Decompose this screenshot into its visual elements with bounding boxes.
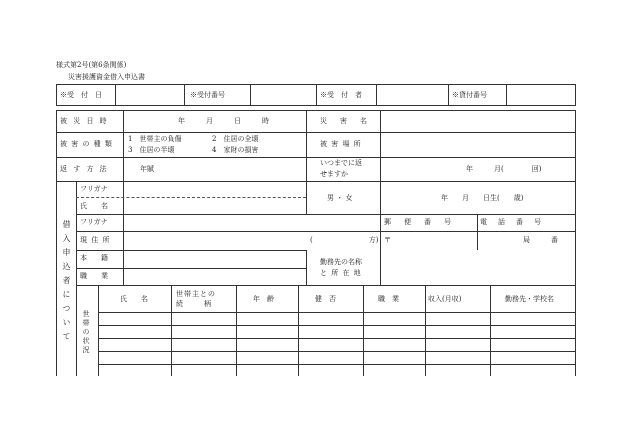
repayment-method-value[interactable]: 年賦 <box>140 165 154 173</box>
form-number: 様式第2号(第6条関係) <box>56 61 127 69</box>
domicile-label: 本 籍 <box>80 254 108 262</box>
phone-number-field[interactable]: 局 番 <box>523 236 558 244</box>
household-col-name: 氏 名 <box>120 295 148 303</box>
occupation-label: 職 業 <box>80 272 108 280</box>
furigana2-field[interactable] <box>124 215 379 230</box>
damage-option-3[interactable]: 3 住居の半壊 <box>128 146 175 154</box>
occupation-field[interactable] <box>124 269 305 284</box>
damage-option-4[interactable]: 4 家財の損害 <box>212 146 259 154</box>
postal-code-field[interactable]: 〒 <box>384 236 391 244</box>
furigana-field[interactable] <box>124 182 305 196</box>
name-label: 氏 名 <box>80 202 108 210</box>
receiver-field[interactable] <box>377 85 447 105</box>
birthdate-field[interactable]: 年 月 日生( 歳) <box>441 194 524 202</box>
household-col-relation-2: 続 柄 <box>176 300 211 308</box>
receipt-number-label: ※受付番号 <box>190 91 225 99</box>
postal-code-label: 郵 便 番 号 <box>384 218 454 226</box>
gender-select[interactable]: 男 ・ 女 <box>327 194 353 202</box>
applicant-side-label: 借入申込者について <box>62 220 71 346</box>
name-field[interactable] <box>124 198 305 213</box>
workplace-label-2: と 所 在 地 <box>320 269 362 277</box>
receipt-date-label: ※受 付 日 <box>60 91 102 99</box>
address-field[interactable]: ( 方) <box>310 236 379 244</box>
household-col-occupation: 職 業 <box>378 295 399 303</box>
household-col-age: 年 齢 <box>253 295 274 303</box>
damage-type-label: 被 害 の 種 類 <box>60 140 113 148</box>
household-col-income: 収入(月収) <box>428 295 462 303</box>
furigana-label: フリガナ <box>80 185 108 193</box>
deadline-value[interactable]: 年 月( 回) <box>466 165 542 173</box>
address-label: 現 住 所 <box>80 236 111 244</box>
receiver-label: ※受 付 者 <box>320 91 362 99</box>
household-col-workplace: 勤務先・学校名 <box>505 295 554 303</box>
receipt-date-field[interactable] <box>116 85 183 105</box>
deadline-label-2: せますか <box>320 170 348 178</box>
phone-number-label: 電 話 番 号 <box>480 218 543 226</box>
loan-number-label: ※貸付番号 <box>452 91 487 99</box>
domicile-field[interactable] <box>124 251 305 267</box>
furigana2-label: フリガナ <box>80 218 108 226</box>
workplace-label-1: 勤務先の名称 <box>320 258 362 266</box>
damage-place-field[interactable] <box>381 133 575 156</box>
household-col-relation-1: 世帯主との <box>176 290 216 298</box>
disaster-date-label: 被 災 日 時 <box>60 117 109 125</box>
disaster-date-value[interactable]: 年 月 日 時 <box>178 117 269 125</box>
deadline-label-1: いつまでに返 <box>320 159 362 167</box>
damage-place-label: 被 害 場 所 <box>320 140 362 148</box>
receipt-number-field[interactable] <box>251 85 315 105</box>
damage-option-2[interactable]: 2 住居の全壊 <box>212 135 259 143</box>
damage-option-1[interactable]: 1 世帯主の負傷 <box>128 135 182 143</box>
household-side-label: 世帯の状況 <box>82 310 90 355</box>
form-title: 災害援護資金借入申込書 <box>68 73 145 81</box>
household-col-health: 健 否 <box>315 295 336 303</box>
disaster-name-label: 災 害 名 <box>320 117 370 125</box>
loan-number-field[interactable] <box>507 85 575 105</box>
disaster-name-field[interactable] <box>381 111 575 131</box>
workplace-field[interactable] <box>381 251 575 284</box>
repayment-method-label: 返 す 方 法 <box>60 165 109 173</box>
